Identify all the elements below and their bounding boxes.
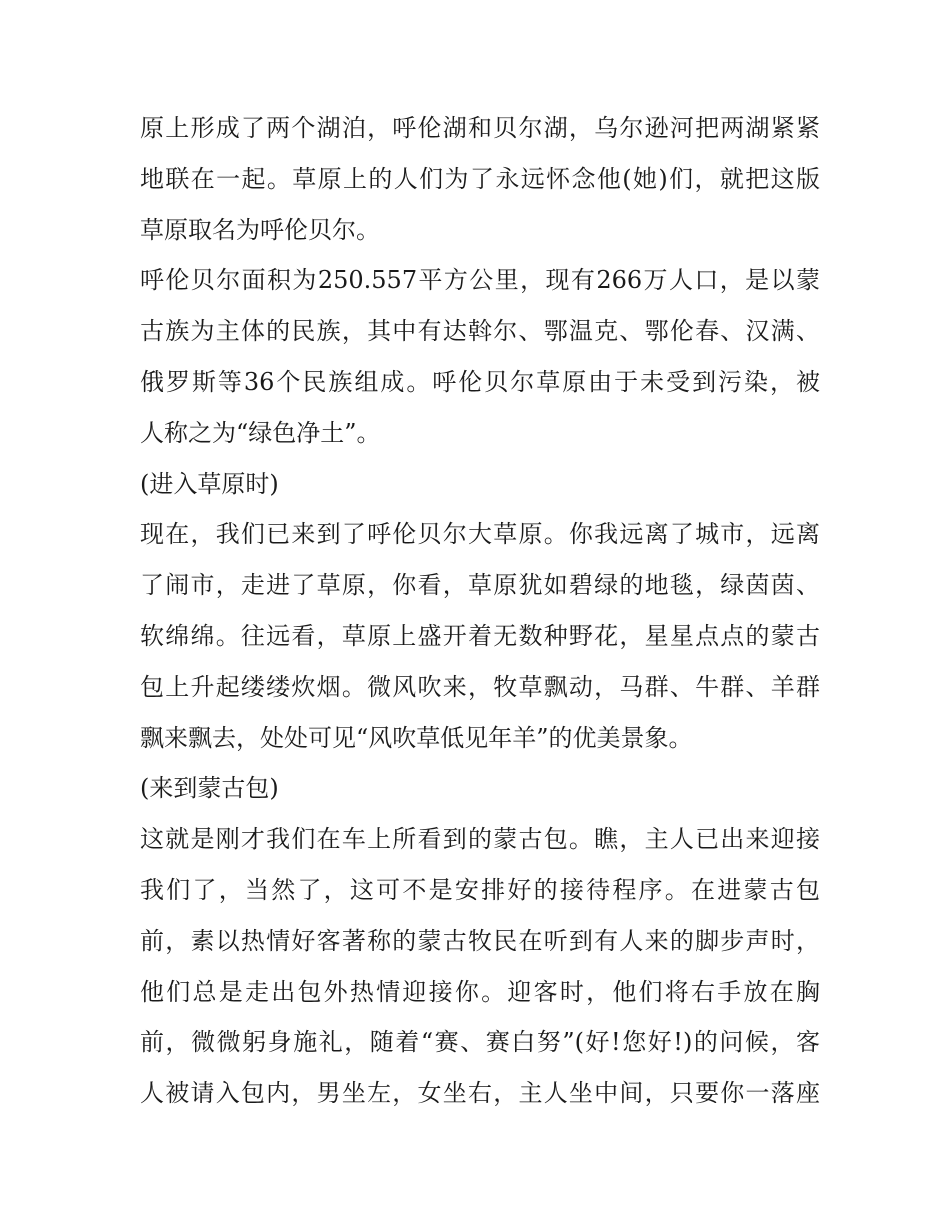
text-line: 前，素以热情好客著称的蒙古牧民在听到有人来的脚步声时， [140,926,820,955]
section-heading: (来到蒙古包) [140,774,279,803]
text-line: 这就是刚才我们在车上所看到的蒙古包。瞧，主人已出来迎接 [140,825,820,854]
section-heading: (进入草原时) [140,469,279,498]
text-line: 人称之为“绿色净土”。 [140,418,381,447]
text-line: 地联在一起。草原上的人们为了永远怀念他(她)们，就把这版 [140,164,820,193]
text-line: 包上升起缕缕炊烟。微风吹来，牧草飘动，马群、牛群、羊群 [140,672,820,701]
body-text [140,103,820,1119]
text-line: 人被请入包内，男坐左，女坐右，主人坐中间，只要你一落座 [140,1079,820,1108]
text-line: 现在，我们已来到了呼伦贝尔大草原。你我远离了城市，远离 [140,520,820,549]
text-line: 软绵绵。往远看，草原上盛开着无数种野花，星星点点的蒙古 [140,621,820,650]
text-line: 呼伦贝尔面积为250.557平方公里，现有266万人口，是以蒙 [140,266,820,295]
text-line: 他们总是走出包外热情迎接你。迎客时，他们将右手放在胸 [140,977,820,1006]
text-line: 前，微微躬身施礼，随着“赛、赛白努”(好!您好!)的问候，客 [140,1028,820,1057]
text-line: 了闹市，走进了草原，你看，草原犹如碧绿的地毯，绿茵茵、 [140,571,820,600]
text-line: 原上形成了两个湖泊，呼伦湖和贝尔湖，乌尔逊河把两湖紧紧 [140,114,820,142]
text-line: 俄罗斯等36个民族组成。呼伦贝尔草原由于未受到污染，被 [140,367,820,396]
text-line: 飘来飘去，处处可见“风吹草低见年羊”的优美景象。 [140,723,693,752]
text-line: 古族为主体的民族，其中有达斡尔、鄂温克、鄂伦春、汉满、 [140,317,820,346]
text-line: 我们了，当然了，这可不是安排好的接待程序。在进蒙古包 [140,875,820,904]
text-line: 草原取名为呼伦贝尔。 [140,215,380,244]
